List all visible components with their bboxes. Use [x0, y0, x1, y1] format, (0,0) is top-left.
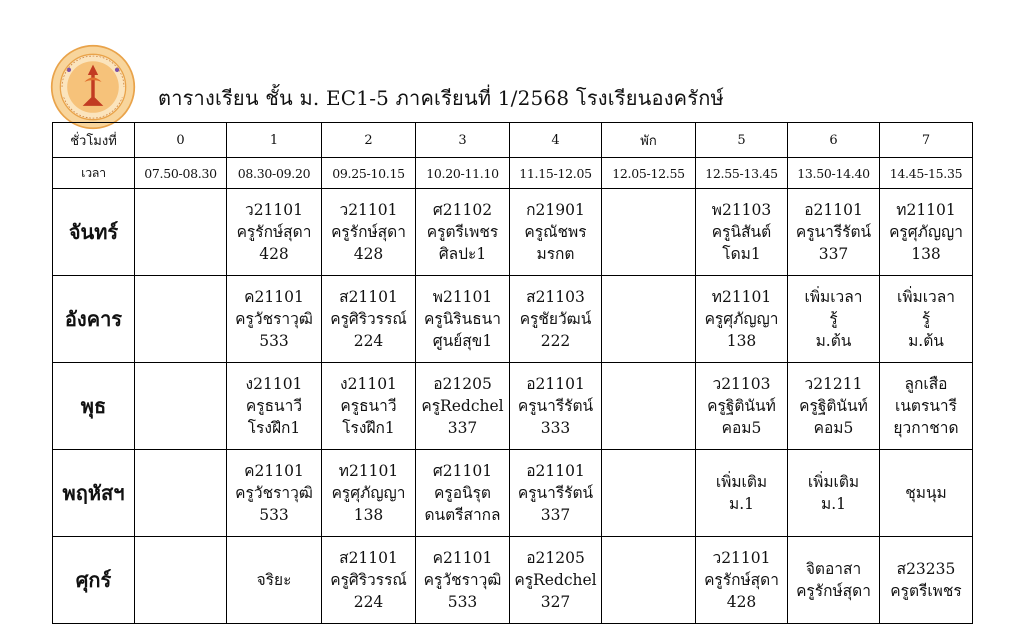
room-label: ศิลปะ1 [438, 245, 487, 263]
subject-code: ค21101 [244, 288, 304, 306]
teacher-name: ครูวัชราวุฒิ [235, 484, 313, 502]
room-label: 533 [259, 332, 289, 350]
room-label: 138 [353, 506, 384, 524]
class-cell [696, 450, 788, 537]
empty-cell [602, 537, 696, 624]
subject-code: ค21101 [432, 549, 493, 567]
period-label: ชั่วโมงที่ [53, 123, 135, 158]
class-cell [880, 276, 973, 363]
class-cell [696, 363, 788, 450]
teacher-name: ครูศุภัญญา [704, 310, 779, 328]
day-row [53, 276, 973, 363]
empty-cell [135, 450, 227, 537]
subject-code: เพิ่มเติม [807, 473, 860, 491]
day-name: พฤหัสฯ [53, 450, 135, 537]
page-title: ตารางเรียน ชั้น ม. EC1-5 ภาคเรียนที่ 1/2568 โรงเรียนองครักษ์ [158, 86, 724, 110]
subject-code: ง21101 [245, 375, 303, 393]
room-label: โรงฝึก1 [342, 419, 395, 437]
time-cell: 10.20-11.10 [416, 158, 510, 189]
day-row [53, 450, 973, 537]
school-emblem-icon [50, 44, 136, 130]
time-label: เวลา [53, 158, 135, 189]
teacher-name: ครูศุภัญญา [889, 223, 963, 241]
subject-code: อ21101 [804, 201, 863, 219]
subject-code: ท21101 [338, 462, 399, 480]
teacher-name: ม.1 [820, 495, 846, 513]
class-cell [416, 276, 510, 363]
break-header: พัก [602, 123, 696, 158]
teacher-name: รู้ [829, 310, 838, 328]
class-cell [322, 276, 416, 363]
class-cell [880, 363, 973, 450]
teacher-name: ครูศิริวรรณ์ [330, 571, 407, 589]
room-label: 224 [353, 332, 384, 350]
class-cell [227, 450, 322, 537]
teacher-name: ครูนารีรัตน์ [517, 484, 594, 502]
class-cell [322, 537, 416, 624]
empty-cell [602, 450, 696, 537]
subject-code: ว21101 [339, 201, 398, 219]
subject-code: ว21211 [804, 375, 863, 393]
room-label: คอม5 [721, 419, 762, 437]
day-name: อังคาร [53, 276, 135, 363]
teacher-name: ครูรักษ์สุดา [796, 582, 871, 600]
teacher-name: ครูRedchel [421, 397, 504, 415]
subject-code: ท21101 [896, 201, 956, 219]
room-label: 333 [540, 419, 571, 437]
subject-code: ท21101 [711, 288, 772, 306]
subject-code: พ21103 [711, 201, 772, 219]
class-cell [416, 537, 510, 624]
subject-code: ส21101 [339, 549, 398, 567]
room-label: 337 [818, 245, 849, 263]
class-cell [788, 189, 880, 276]
class-cell [416, 450, 510, 537]
empty-cell [602, 189, 696, 276]
empty-cell [135, 276, 227, 363]
subject-code: ค21101 [244, 462, 304, 480]
teacher-name: ครูวัชราวุฒิ [235, 310, 313, 328]
class-cell [696, 189, 788, 276]
teacher-name: ครูวัชราวุฒิ [423, 571, 502, 589]
empty-cell [135, 189, 227, 276]
room-label: ศูนย์สุข1 [432, 332, 493, 350]
room-label: โรงฝึก1 [247, 419, 301, 437]
class-cell [227, 189, 322, 276]
subject-code: เพิ่มเวลา [804, 288, 863, 306]
room-label: ยุวกาชาด [893, 419, 959, 437]
room-label: 428 [726, 593, 757, 611]
class-cell [788, 537, 880, 624]
class-cell [416, 363, 510, 450]
class-cell [880, 537, 973, 624]
room-label: โดม1 [722, 245, 761, 263]
class-cell [788, 363, 880, 450]
room-label: ม.ต้น [908, 332, 944, 350]
subject-code: ง21101 [340, 375, 397, 393]
room-label: 428 [259, 245, 289, 263]
class-cell [788, 276, 880, 363]
teacher-name: ครูศุภัญญา [331, 484, 406, 502]
class-cell [322, 363, 416, 450]
subject-code: เพิ่มเวลา [897, 288, 955, 306]
teacher-name: ครูนิสันต์ [711, 223, 772, 241]
period-header: 6 [788, 123, 880, 158]
class-cell [510, 363, 602, 450]
teacher-name: เนตรนารี [895, 397, 957, 415]
teacher-name: ครูรักษ์สุดา [331, 223, 406, 241]
subject-code: ก21901 [526, 201, 585, 219]
time-cell: 12.05-12.55 [602, 158, 696, 189]
teacher-name: ครูนารีรัตน์ [795, 223, 872, 241]
subject-code: จริยะ [256, 571, 292, 589]
teacher-name: ครูรักษ์สุดา [704, 571, 779, 589]
room-label: 138 [726, 332, 757, 350]
class-cell [510, 276, 602, 363]
time-cell: 11.15-12.05 [510, 158, 602, 189]
teacher-name: ครูนิรินธนา [424, 310, 501, 328]
room-label: มรกต [536, 245, 575, 263]
teacher-name: ครูณัชพร [524, 223, 587, 241]
period-header-row [53, 123, 973, 158]
day-name: พุธ [53, 363, 135, 450]
subject-code: อ21205 [526, 549, 585, 567]
teacher-name: ครูRedchel [514, 571, 597, 589]
class-cell [510, 537, 602, 624]
period-header: 1 [227, 123, 322, 158]
empty-cell [602, 363, 696, 450]
room-label: 222 [540, 332, 571, 350]
subject-code: ชุมนุม [905, 484, 947, 502]
subject-code: เพิ่มเติม [715, 473, 768, 491]
time-cell: 07.50-08.30 [135, 158, 227, 189]
room-label: 533 [447, 593, 478, 611]
room-label: 337 [447, 419, 478, 437]
class-cell [510, 189, 602, 276]
subject-code: ว21101 [244, 201, 303, 219]
day-row [53, 189, 973, 276]
teacher-name: ครูฐิตินันท์ [799, 397, 868, 415]
day-name: จันทร์ [53, 189, 135, 276]
teacher-name: ม.1 [728, 495, 754, 513]
subject-code: ว21103 [712, 375, 771, 393]
room-label: 224 [353, 593, 384, 611]
teacher-name: ครูศิริวรรณ์ [330, 310, 407, 328]
teacher-name: ครูนารีรัตน์ [517, 397, 594, 415]
subject-code: ศ21102 [432, 201, 493, 219]
time-row [53, 158, 973, 189]
class-cell [696, 537, 788, 624]
period-header: 5 [696, 123, 788, 158]
class-cell [696, 276, 788, 363]
timetable [52, 122, 973, 624]
room-label: ดนตรีสากล [424, 506, 501, 524]
room-label: 337 [540, 506, 571, 524]
room-label: 327 [540, 593, 571, 611]
class-cell [416, 189, 510, 276]
room-label: ม.ต้น [815, 332, 852, 350]
teacher-name: ครูอนิรุต [434, 484, 491, 502]
subject-code: อ21101 [526, 462, 585, 480]
period-header: 0 [135, 123, 227, 158]
room-label: 428 [353, 245, 384, 263]
empty-cell [135, 363, 227, 450]
subject-code: ศ21101 [432, 462, 493, 480]
empty-cell [135, 537, 227, 624]
class-cell [788, 450, 880, 537]
period-header: 3 [416, 123, 510, 158]
subject-code: ว21101 [712, 549, 771, 567]
subject-code: อ21101 [526, 375, 585, 393]
subject-code: ส21103 [526, 288, 585, 306]
class-cell [227, 537, 322, 624]
subject-code: พ21101 [432, 288, 493, 306]
subject-code: ลูกเสือ [904, 375, 948, 393]
subject-code: จิตอาสา [805, 560, 862, 578]
subject-code: อ21205 [433, 375, 492, 393]
class-cell [880, 450, 973, 537]
day-row [53, 537, 973, 624]
class-cell [322, 450, 416, 537]
teacher-name: ครูธนาวี [245, 397, 303, 415]
time-cell: 12.55-13.45 [696, 158, 788, 189]
teacher-name: ครูตรีเพชร [426, 223, 499, 241]
time-cell: 09.25-10.15 [322, 158, 416, 189]
subject-code: ส23235 [896, 560, 956, 578]
time-cell: 13.50-14.40 [788, 158, 880, 189]
time-cell: 08.30-09.20 [227, 158, 322, 189]
empty-cell [602, 276, 696, 363]
room-label: คอม5 [813, 419, 854, 437]
teacher-name: ครูธนาวี [340, 397, 397, 415]
class-cell [510, 450, 602, 537]
teacher-name: ครูตรีเพชร [890, 582, 962, 600]
teacher-name: ครูฐิตินันท์ [707, 397, 776, 415]
period-header: 7 [880, 123, 973, 158]
class-cell [322, 189, 416, 276]
subject-code: ส21101 [339, 288, 398, 306]
room-label: 138 [911, 245, 941, 263]
day-row [53, 363, 973, 450]
day-name: ศุกร์ [53, 537, 135, 624]
room-label: 533 [259, 506, 289, 524]
class-cell [227, 276, 322, 363]
time-cell: 14.45-15.35 [880, 158, 973, 189]
class-cell [880, 189, 973, 276]
period-header: 4 [510, 123, 602, 158]
teacher-name: ครูรักษ์สุดา [236, 223, 312, 241]
class-cell [227, 363, 322, 450]
period-header: 2 [322, 123, 416, 158]
teacher-name: ครูชัยวัฒน์ [519, 310, 592, 328]
teacher-name: รู้ [921, 310, 931, 328]
